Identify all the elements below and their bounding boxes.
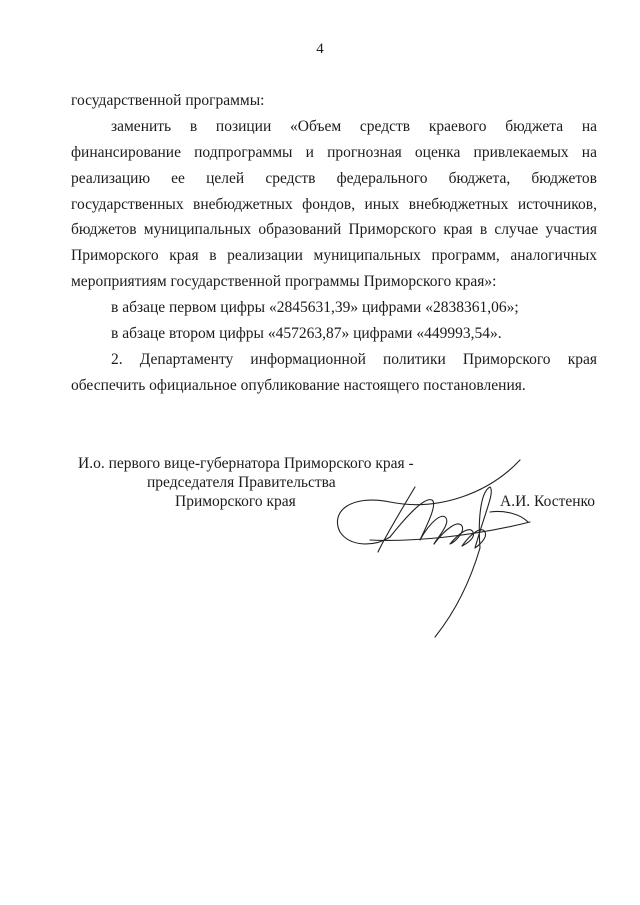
paragraph-line: реализацию ее целей средств федерального бюджета, бюджетов — [71, 170, 597, 187]
signatory-position: Приморского края — [175, 493, 296, 510]
paragraph-line: финансирование подпрограммы и прогнозная оценка привлекаемых на — [71, 144, 597, 161]
signatory-position: И.о. первого вице-губернатора Приморского края - — [78, 455, 414, 472]
paragraph-line: 2. Департаменту информационной политики Приморского края — [111, 351, 597, 368]
paragraph-line: заменить в позиции «Объем средств краевого бюджета на — [111, 118, 597, 135]
signatory-name: А.И. Костенко — [500, 493, 596, 510]
paragraph-line: государственных внебюджетных фондов, иных внебюджетных источников, — [71, 196, 597, 213]
page-number: 4 — [316, 41, 324, 57]
paragraph-line: в абзаце втором цифры «457263,87» цифрами «449993,54». — [111, 325, 502, 342]
paragraph-line: Приморского края в реализации муниципальных программ, аналогичных — [71, 247, 597, 264]
signatory-position: председателя Правительства — [147, 474, 336, 491]
paragraph-line: государственной программы: — [71, 92, 265, 109]
paragraph-line: бюджетов муниципальных образований Приморского края в случае участия — [71, 221, 597, 238]
paragraph-line: мероприятиям государственной программы Приморского края»: — [71, 273, 497, 290]
paragraph-line: обеспечить официальное опубликование настоящего постановления. — [71, 377, 526, 394]
handwritten-signature — [330, 452, 580, 652]
paragraph-line: в абзаце первом цифры «2845631,39» цифрами «2838361,06»; — [111, 299, 519, 316]
